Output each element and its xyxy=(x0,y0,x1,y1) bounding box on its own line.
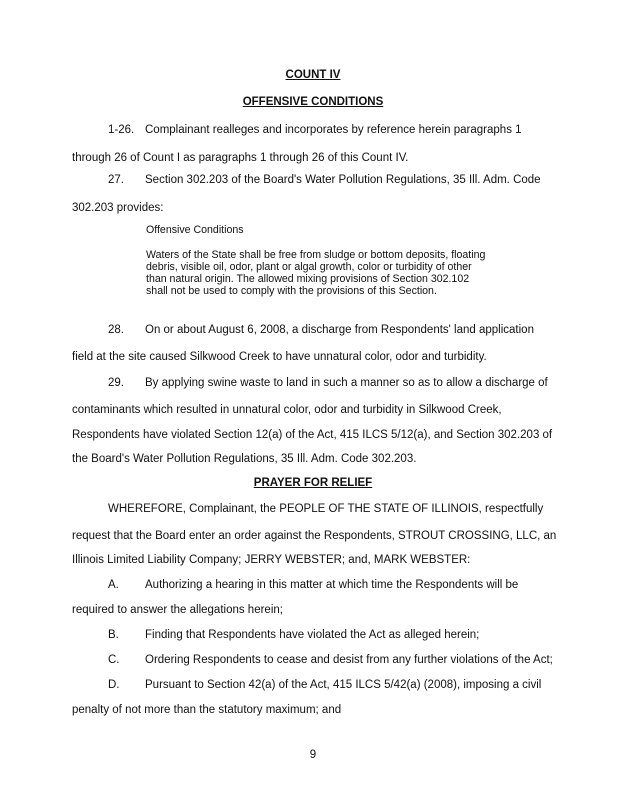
item-d-line1: Pursuant to Section 42(a) of the Act, 415 ILCS 5/42(a) (2008), imposing a civil xyxy=(145,679,542,691)
para-28-line1: On or about August 6, 2008, a discharge from Respondents' land application xyxy=(145,324,534,336)
wherefore-line1: WHEREFORE, Complainant, the PEOPLE OF THE STATE OF ILLINOIS, respectfully xyxy=(108,503,544,515)
para-29-line1: By applying swine waste to land in such a manner so as to allow a discharge of xyxy=(145,377,548,389)
item-c-label: C. xyxy=(108,654,120,666)
item-b-label: B. xyxy=(108,629,119,641)
para-29-line3: Respondents have violated Section 12(a) of the Act, 415 ILCS 5/12(a), and Section 302.203 of xyxy=(72,429,553,441)
item-d-line2: penalty of not more than the statutory maximum; and xyxy=(72,704,342,716)
para-27-number: 27. xyxy=(108,174,124,186)
page-number: 9 xyxy=(309,749,317,761)
para-1-26-line1: Complainant realleges and incorporates by reference herein paragraphs 1 xyxy=(145,124,522,136)
para-28-line2: field at the site caused Silkwood Creek to have unnatural color, odor and turbidity. xyxy=(72,351,487,363)
para-1-26-line2: through 26 of Count I as paragraphs 1 through 26 of this Count IV. xyxy=(72,152,409,164)
para-29-line4: the Board's Water Pollution Regulations, 35 Ill. Adm. Code 302.203. xyxy=(72,453,417,465)
item-c-line1: Ordering Respondents to cease and desist from any further violations of the Act; xyxy=(145,654,553,666)
item-a-line1: Authorizing a hearing in this matter at which time the Respondents will be xyxy=(145,579,519,591)
section-title: OFFENSIVE CONDITIONS xyxy=(242,96,384,108)
quote-line4: shall not be used to comply with the provisions of this Section. xyxy=(146,285,437,297)
quote-line2: debris, visible oil, odor, plant or algal growth, color or turbidity of other xyxy=(146,261,472,273)
para-27-line1: Section 302.203 of the Board's Water Pollution Regulations, 35 Ill. Adm. Code xyxy=(145,174,541,186)
item-d-label: D. xyxy=(108,679,120,691)
count-heading: COUNT IV xyxy=(285,69,341,81)
item-a-label: A. xyxy=(108,579,119,591)
wherefore-line2: request that the Board enter an order against the Respondents, STROUT CROSSING, LLC, an xyxy=(72,530,557,542)
quote-line1: Waters of the State shall be free from sludge or bottom deposits, floating xyxy=(146,249,486,261)
item-b-line1: Finding that Respondents have violated the Act as alleged herein; xyxy=(145,629,480,641)
para-29-line2: contaminants which resulted in unnatural color, odor and turbidity in Silkwood Creek, xyxy=(72,404,502,416)
para-1-26-number: 1-26. xyxy=(108,124,135,136)
wherefore-line3: Illinois Limited Liability Company; JERRY WEBSTER; and, MARK WEBSTER: xyxy=(72,554,471,566)
para-29-number: 29. xyxy=(108,377,124,389)
quote-line3: than natural origin. The allowed mixing provisions of Section 302.102 xyxy=(146,273,470,285)
quote-title: Offensive Conditions xyxy=(146,224,244,236)
item-a-line2: required to answer the allegations herein; xyxy=(72,604,283,616)
prayer-heading: PRAYER FOR RELIEF xyxy=(253,477,373,489)
para-28-number: 28. xyxy=(108,324,124,336)
para-27-line2: 302.203 provides: xyxy=(72,202,164,214)
